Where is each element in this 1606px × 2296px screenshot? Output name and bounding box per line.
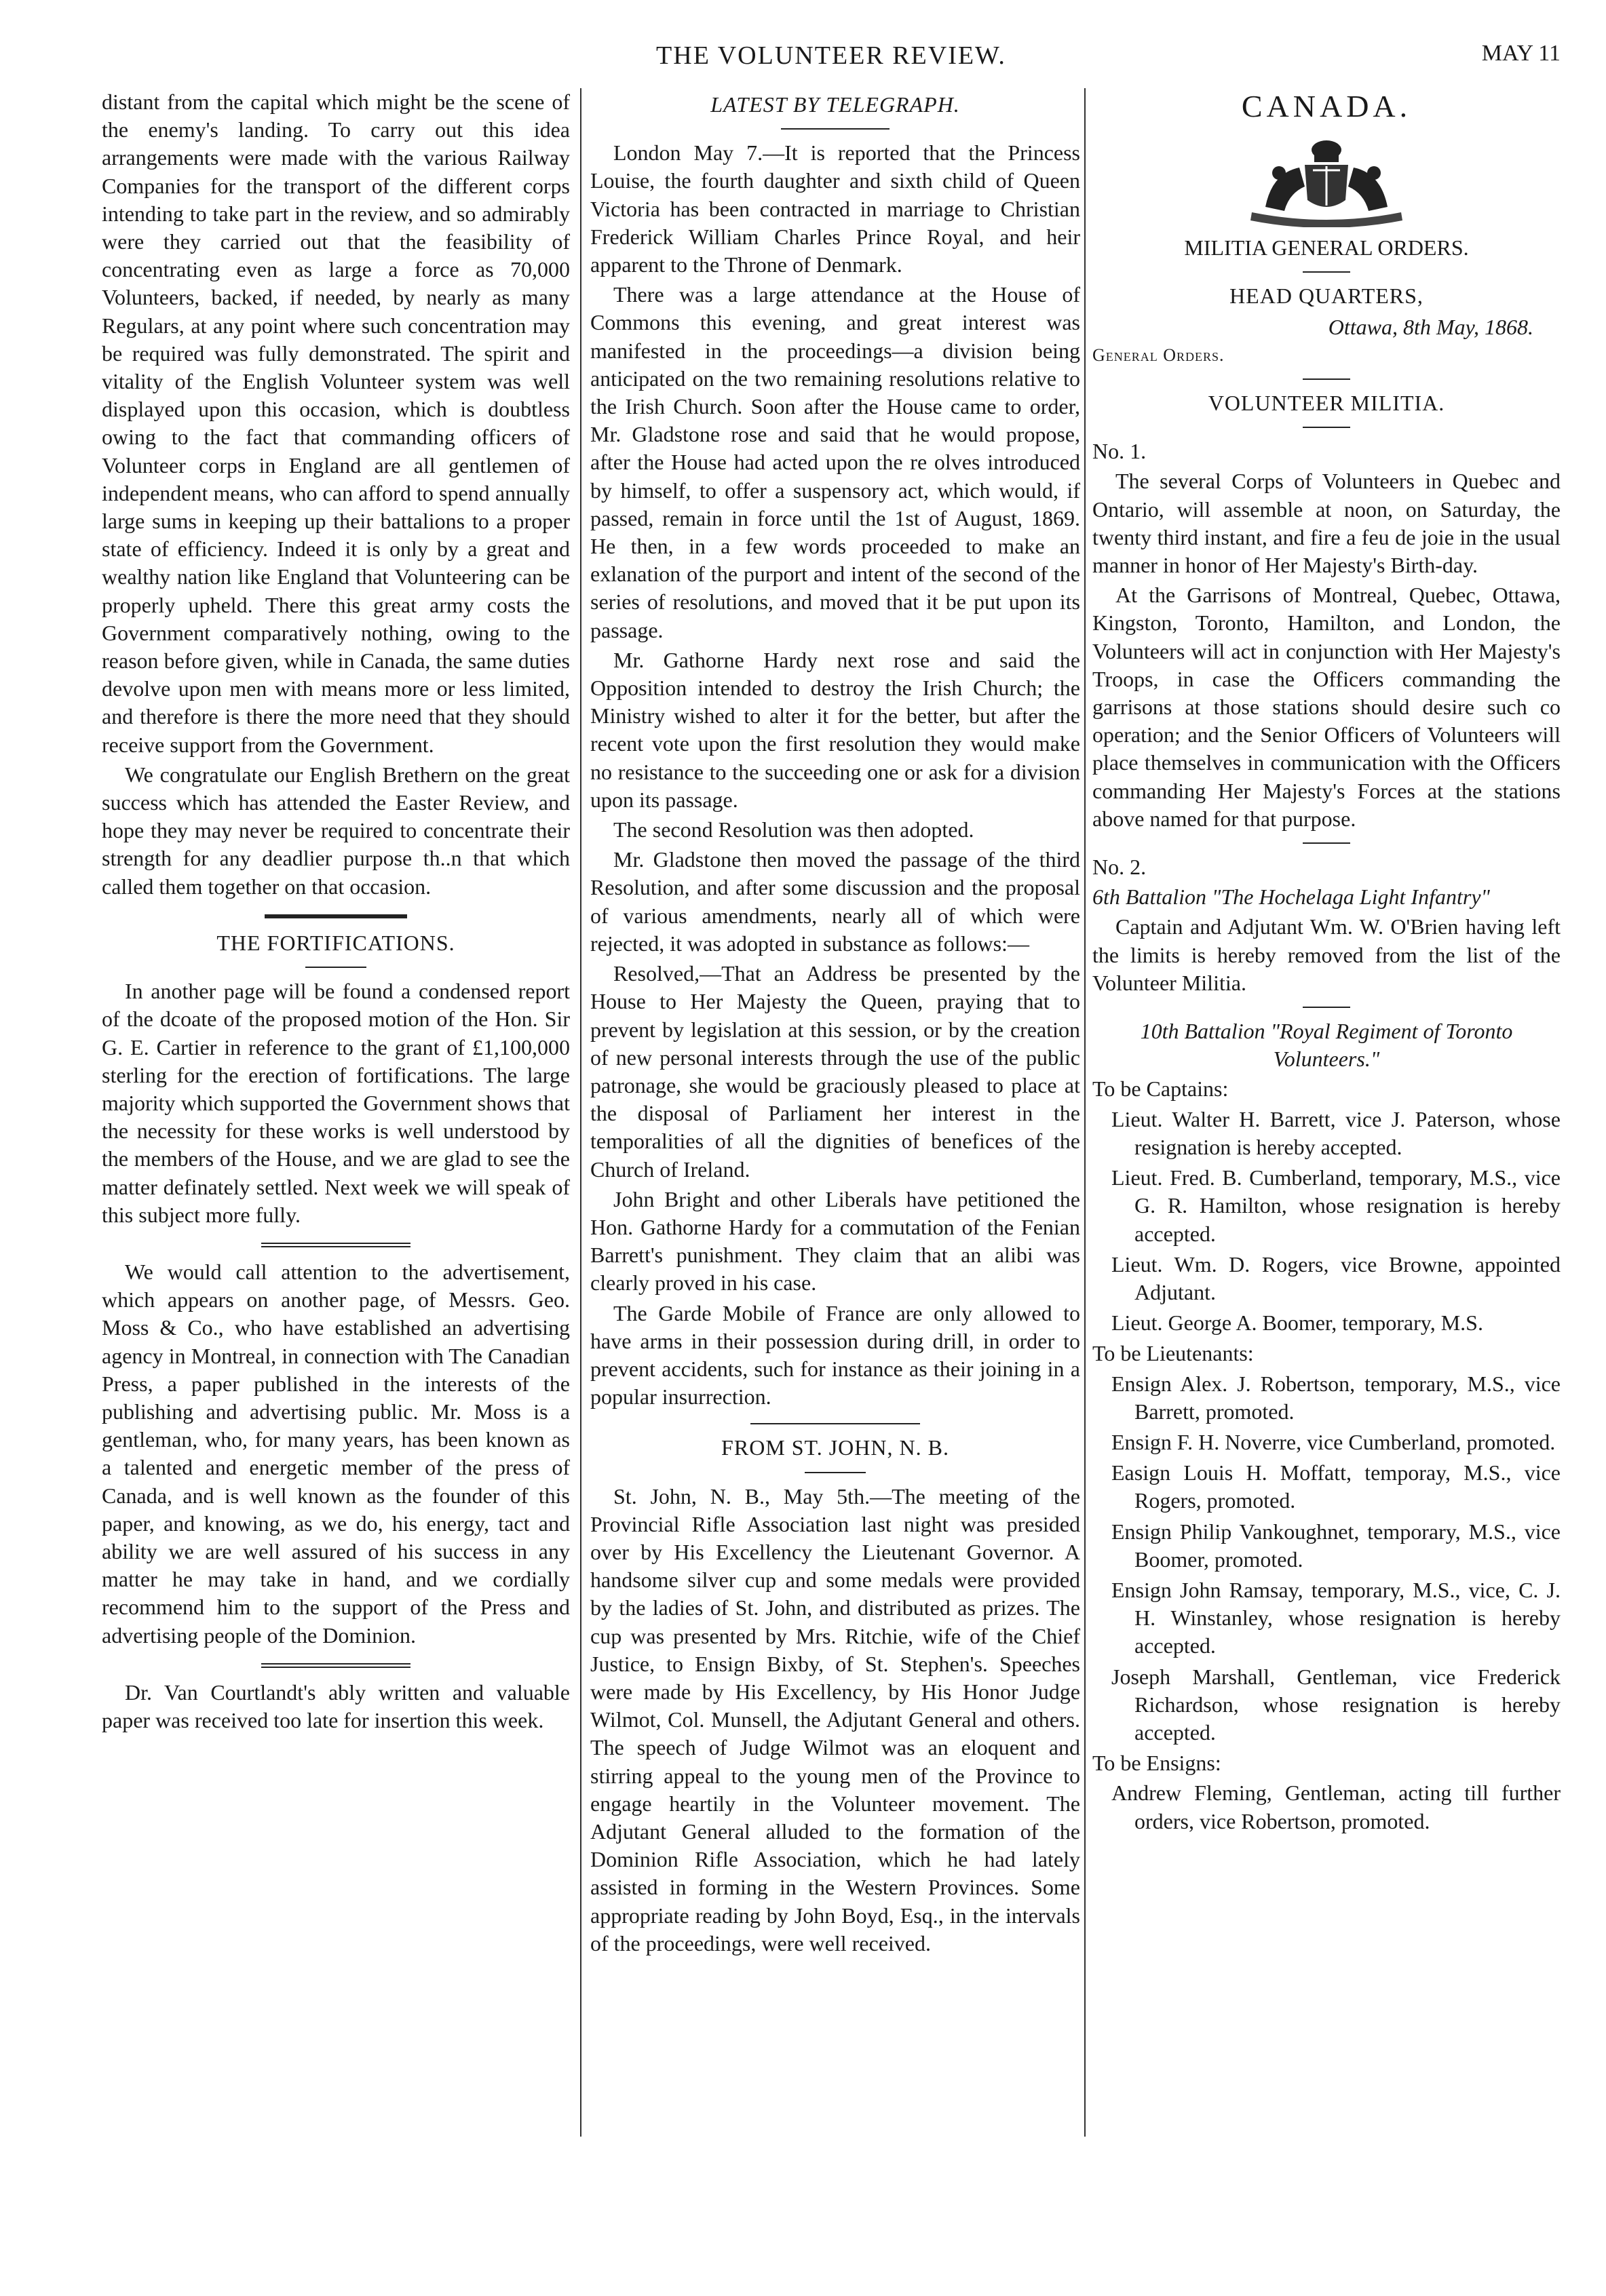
appointment-item: Andrew Fleming, Gentleman, acting till further orders, vice Robertson, promoted.: [1111, 1781, 1561, 1833]
article-paragraph: St. John, N. B., May 5th.—The meeting of the Provincial Rifle Association last night was presided over by His Excellency the Lieutenant Governor. A handsome silver cup and some medals were provided by the ladies of St. John, and distributed as prizes. The cup was presented by Mrs. Ritchie, wife of the Chief Justice, to Ensign Bixby, of St. Stephen's. Speeches were made by His Excellency, by His Honor Judge Wilmot, Col. Munsell, the Adjutant General and others. The speech of Judge Wilmot was an eloquent and stirring appeal to the young men of the Province to engage heartily in the Volunteer movement. The Adjutant General alluded to the formation of the Dominion Rifle Association, which he had lately assisted in forming in the Western Provinces. Some appropriate reading by John Boyd, Esq., in the intervals of the proceedings, were well received.: [590, 1483, 1080, 1956]
section-rule: [261, 1243, 410, 1247]
article-paragraph: London May 7.—It is reported that the Princess Louise, the fourth daughter and sixth child of Queen Victoria has been contracted in marriage to Christian Frederick William Charles Prince Royal, and heir apparent to the Throne of Denmark.: [590, 140, 1080, 277]
appointment-item: Ensign Alex. J. Robertson, temporary, M.S., vice Barrett, promoted.: [1111, 1371, 1561, 1424]
appointment-item: Ensign John Ramsay, temporary, M.S., vice, C. J. H. Winstanley, whose resignation is hereby accepted.: [1111, 1577, 1561, 1658]
article-paragraph: Mr. Gladstone then moved the passage of the third Resolution, and after some discussion and the proposal of various amendments, nearly all of which were rejected, it was adopted in substance as follows:—: [590, 847, 1080, 956]
section-rule: [1303, 427, 1350, 428]
appointment-item: Lieut. George A. Boomer, temporary, M.S.: [1111, 1310, 1483, 1336]
section-rule: [305, 967, 366, 968]
section-rule: [261, 1663, 410, 1668]
article-paragraph: We would call attention to the advertisement, which appears on another page, of Messrs. Geo. Moss & Co., who have established an advertising agency in Montreal, in connection with The Canadian Press, a paper published in the interests of the publishing and advertising public. Mr. Moss is a gentleman, who, for many years, has been known as a talented and energetic member of the press of Canada, and is well known as the founder of this paper, and knowing, as we do, his energy, tact and ability we are well assured of his success in any matter he may take in hand, and we cordially recommend him to the support of the Press and advertising people of the Dominion.: [102, 1259, 570, 1648]
section-rule: [805, 1472, 866, 1473]
lieutenants-label: To be Lieutenants:: [1092, 1341, 1254, 1366]
article-paragraph: Resolved,—That an Address be presented by the House to Her Majesty the Queen, praying that to prevent by legislation at this session, or by the creation of new personal interests through the use of the public patronage, she would be graciously pleased to place at the disposal of Parliament her interest in the temporalities of all the dignities of benefices of the Church of Ireland.: [590, 961, 1080, 1182]
section-rule: [1303, 842, 1350, 844]
column-divider-right: [1084, 88, 1086, 2137]
column-divider-left: [580, 88, 581, 2137]
page-header: [102, 41, 1561, 83]
section-rule: [750, 1423, 920, 1424]
st-john-heading: FROM ST. JOHN, N. B.: [721, 1435, 949, 1460]
section-rule: [1303, 1007, 1350, 1008]
battalion-heading: 10th Battalion "Royal Regiment of Toronto Volunteers.": [1140, 1019, 1513, 1072]
captains-label: To be Captains:: [1092, 1076, 1229, 1102]
volunteer-militia-heading: VOLUNTEER MILITIA.: [1208, 391, 1445, 416]
section-rule: [265, 914, 407, 918]
royal-coat-of-arms-icon: [1225, 125, 1428, 227]
hq-heading: HEAD QUARTERS,: [1229, 284, 1423, 309]
appointment-item: Easign Louis H. Moffatt, temporay, M.S., vice Rogers, promoted.: [1111, 1460, 1561, 1513]
column-right: [1092, 88, 1561, 1838]
appointment-item: Lieut. Fred. B. Cumberland, temporary, M.S., vice G. R. Hamilton, whose resignation is hereby accepted.: [1111, 1165, 1561, 1246]
order-number: No. 2.: [1092, 855, 1147, 880]
appointment-item: Joseph Marshall, Gentleman, vice Frederick Richardson, whose resignation is hereby accepted.: [1111, 1664, 1561, 1745]
article-paragraph: John Bright and other Liberals have petitioned the Hon. Gathorne Hardy for a commutation of the Fenian Barrett's punishment. They claim that an alibi was clearly proved in his case.: [590, 1186, 1080, 1296]
appointment-item: Ensign F. H. Noverre, vice Cumberland, promoted.: [1111, 1429, 1556, 1454]
orders-title: MILITIA GENERAL ORDERS.: [1184, 235, 1469, 260]
article-paragraph: In another page will be found a condensed report of the dcoate of the proposed motion of the Hon. Sir G. E. Cartier in reference to the grant of £1,100,000 sterling for the erection of fortifications. The large majority which supported the Government shows that the necessity for these works is well understood by the members of the House, and we are glad to see the matter definately settled. Next week we will speak of this subject more fully.: [102, 979, 570, 1227]
article-paragraph: There was a large attendance at the House of Commons this evening, and great interest was manifested in the proceedings—a division being anticipated on the two remaining resolutions relative to the Irish Church. Soon after the House came to order, Mr. Gladstone rose and said that he would propose, after the House had acted upon the re olves introduced by himself, to offer a suspensory act, which would, if passed, remain in force until the 1st of August, 1869. He then, in a few words proceeded to make an exlanation of the purport and intent of the second of the series of resolutions, and moved that it be put upon its passage.: [590, 282, 1080, 642]
page-date: MAY 11: [1481, 41, 1561, 66]
newspaper-title: THE VOLUNTEER REVIEW.: [656, 41, 1006, 70]
section-rule: [781, 128, 890, 130]
section-rule: [1303, 378, 1350, 380]
article-paragraph: The Garde Mobile of France are only allowed to have arms in their possession during drill, in order to prevent accidents, such for instance as their joining in a popular insurrection.: [590, 1300, 1080, 1409]
appointment-item: Ensign Philip Vankoughnet, temporary, M.S., vice Boomer, promoted.: [1111, 1519, 1561, 1572]
general-orders-label: General Orders.: [1092, 345, 1225, 365]
hq-date: Ottawa, 8th May, 1868.: [1328, 314, 1533, 339]
column-left: [102, 88, 570, 1736]
article-paragraph: distant from the capital which might be the scene of the enemy's landing. To carry out this idea arrangements were made with the various Railway Companies for the transport of the different corps intending to take part in the review, and so admirably were they carried out that the feasibility of concentrating even as large a force as 70,000 Volunteers, backed, if needed, by nearly as many Regulars, at any point where such concentration may be required was fully demonstrated. The spirit and vitality of the English Volunteer system was well displayed upon this occasion, which is doubtless owing to the fact that commanding officers of Volunteer corps in England are all gentlemen of independent means, who can afford to spend annually large sums in keeping up their battalions to a proper state of efficiency. Indeed it is only by a great and wealthy nation like England that Volunteering can be properly upheld. There this great army costs the Government comparatively nothing, owing to the reason before given, while in Canada, the same duties devolve upon men with means more or less limited, and therefore is there the more need that they should receive support from the Government.: [102, 90, 570, 757]
battalion-heading: 6th Battalion "The Hochelaga Light Infantry": [1092, 884, 1490, 910]
article-paragraph: Mr. Gathorne Hardy next rose and said the Opposition intended to destroy the Irish Church; the Ministry wished to alter it for the better, but after the recent vote upon the first resolution they would make no resistance to the succeeding one or ask for a division upon its passage.: [590, 647, 1080, 812]
article-paragraph: Dr. Van Courtlandt's ably written and valuable paper was received too late for insertion this week.: [102, 1679, 570, 1732]
order-paragraph: Captain and Adjutant Wm. W. O'Brien having left the limits is hereby removed from the list of the Volunteer Militia.: [1092, 914, 1561, 995]
order-paragraph: At the Garrisons of Montreal, Quebec, Ottawa, Kingston, Toronto, Hamilton, and London, the Volunteers will act in conjunction with Her Majesty's Troops, in case the Officers commanding the garrisons at those stations should desire such co operation; and the Senior Officers of Volunteers will place themselves in communication with the Officers commanding Her Majesty's Forces at the stations above named for that purpose.: [1092, 583, 1561, 831]
article-paragraph: The second Resolution was then adopted.: [613, 817, 974, 842]
section-rule: [1303, 271, 1350, 273]
canada-heading: CANADA.: [1241, 89, 1412, 123]
column-middle: [590, 88, 1080, 1960]
appointment-item: Lieut. Walter H. Barrett, vice J. Paterson, whose resignation is hereby accepted.: [1111, 1106, 1561, 1159]
appointment-item: Lieut. Wm. D. Rogers, vice Browne, appointed Adjutant.: [1111, 1251, 1561, 1304]
ensigns-label: To be Ensigns:: [1092, 1751, 1221, 1776]
order-number: No. 1.: [1092, 439, 1147, 464]
fortifications-heading: THE FORTIFICATIONS.: [216, 930, 455, 955]
article-paragraph: We congratulate our English Brethern on the great success which has attended the Easter Review, and hope they may never be required to concentrate their strength for any deadlier purpose th..n that which called them together on that occasion.: [102, 762, 570, 899]
telegraph-heading: LATEST BY TELEGRAPH.: [710, 92, 960, 117]
order-paragraph: The several Corps of Volunteers in Quebec and Ontario, will assemble at noon, on Saturday, the twenty third instant, and fire a feu de joie in the usual manner in honor of Her Majesty's Birth-day.: [1092, 469, 1561, 578]
